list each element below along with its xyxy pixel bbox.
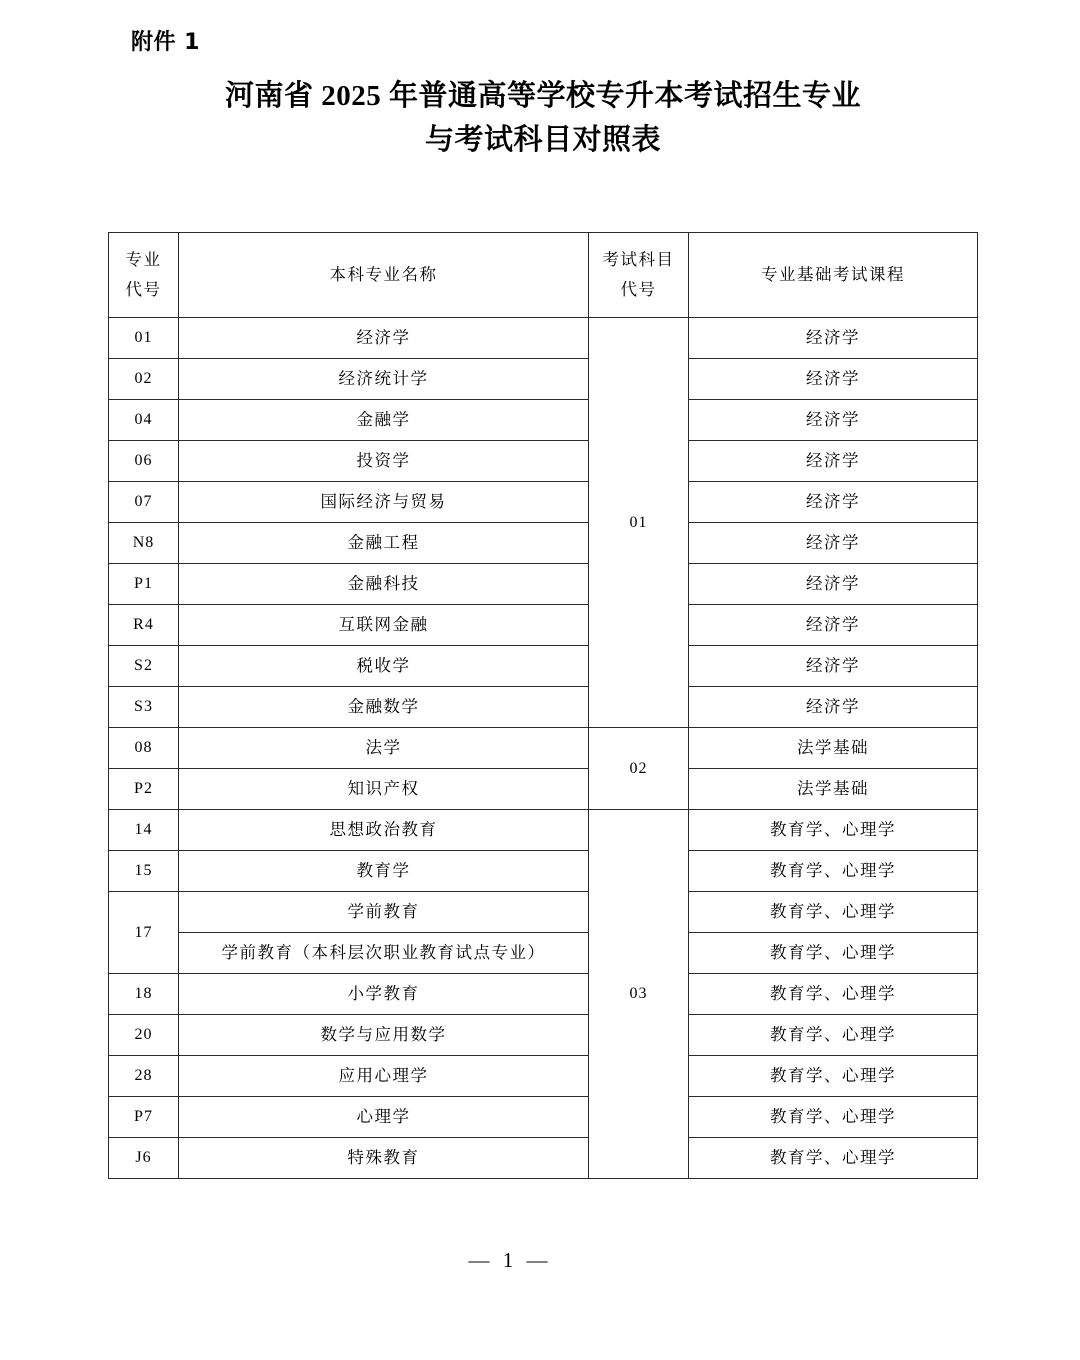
subject-code-text: 01 (629, 513, 648, 531)
cell-course (689, 318, 978, 359)
cell-major-name (179, 769, 589, 810)
cell-major-code (109, 687, 179, 728)
cell-major-code (109, 1097, 179, 1138)
course-text: 教育学、心理学 (770, 983, 896, 1003)
course-text: 经济学 (806, 696, 860, 716)
cell-major-code (109, 441, 179, 482)
cell-major-code (109, 646, 179, 687)
cell-major-name (179, 728, 589, 769)
table-row (109, 810, 978, 851)
cell-course (689, 482, 978, 523)
cell-course (689, 892, 978, 933)
table-row (109, 728, 978, 769)
cell-major-name (179, 318, 589, 359)
course-text: 教育学、心理学 (770, 1024, 896, 1044)
major-code-text: 06 (134, 452, 153, 469)
cell-major-code (109, 318, 179, 359)
major-name-text: 国际经济与贸易 (320, 491, 447, 511)
cell-major-code (109, 974, 179, 1015)
major-name-text: 金融工程 (347, 532, 420, 552)
cell-major-name (179, 810, 589, 851)
cell-major-name (179, 1015, 589, 1056)
cell-major-code (109, 564, 179, 605)
cell-course (689, 769, 978, 810)
cell-course (689, 359, 978, 400)
header-major-code-line-2: 代号 (125, 280, 162, 299)
cell-major-name (179, 974, 589, 1015)
cell-major-code (109, 482, 179, 523)
course-text: 教育学、心理学 (770, 819, 896, 839)
major-code-text: P2 (134, 780, 153, 797)
major-code-text: 18 (134, 985, 153, 1002)
major-code-text: 07 (134, 493, 153, 510)
table-row (109, 400, 978, 441)
major-code-text: J6 (135, 1149, 152, 1166)
table-row (109, 359, 978, 400)
cell-course (689, 523, 978, 564)
major-name-text: 法学 (365, 737, 402, 757)
header-major-name-text: 本科专业名称 (329, 264, 438, 284)
cell-course (689, 400, 978, 441)
cell-major-name (179, 523, 589, 564)
cell-major-code (109, 605, 179, 646)
major-code-text: N8 (132, 534, 155, 551)
major-code-text: R4 (133, 616, 154, 633)
course-text: 经济学 (806, 409, 860, 429)
major-code-text: 14 (134, 821, 153, 838)
cell-course (689, 1097, 978, 1138)
cell-course (689, 1056, 978, 1097)
course-text: 经济学 (806, 614, 860, 634)
cell-major-name (179, 400, 589, 441)
cell-course (689, 1015, 978, 1056)
major-code-text: S3 (134, 698, 153, 715)
cell-major-code (109, 400, 179, 441)
table-row (109, 892, 978, 933)
major-name-text: 知识产权 (347, 778, 420, 798)
table-row (109, 1097, 978, 1138)
cell-course (689, 933, 978, 974)
major-name-text: 经济学 (356, 327, 411, 347)
major-code-text: 01 (134, 329, 153, 346)
cell-major-code (109, 851, 179, 892)
table-row (109, 933, 978, 974)
header-major-code (109, 233, 179, 318)
table-row (109, 318, 978, 359)
course-text: 经济学 (806, 450, 860, 470)
table-header-row (109, 233, 978, 318)
major-name-text: 金融科技 (347, 573, 420, 593)
cell-major-code (109, 1138, 179, 1179)
course-text: 教育学、心理学 (770, 860, 896, 880)
table-row (109, 687, 978, 728)
major-name-text: 学前教育（本科层次职业教育试点专业） (221, 942, 546, 962)
major-name-text: 思想政治教育 (329, 819, 438, 839)
cell-major-name (179, 646, 589, 687)
course-text: 教育学、心理学 (770, 1106, 896, 1126)
header-subject-code-line-1: 考试科目 (602, 250, 675, 269)
cell-major-name (179, 1056, 589, 1097)
subject-code-text: 02 (629, 759, 648, 777)
page-title (0, 74, 1080, 162)
course-text: 经济学 (806, 532, 860, 552)
major-name-text: 教育学 (356, 860, 411, 880)
cell-major-name (179, 1097, 589, 1138)
table-row (109, 605, 978, 646)
cell-major-code (109, 523, 179, 564)
table-row (109, 974, 978, 1015)
cell-major-code (109, 359, 179, 400)
header-course (689, 233, 978, 318)
major-name-text: 投资学 (356, 450, 411, 470)
cell-course (689, 974, 978, 1015)
header-subject-code (589, 233, 689, 318)
cell-course (689, 728, 978, 769)
header-major-code-line-1: 专业 (125, 250, 162, 269)
cell-subject-code-group (589, 318, 689, 728)
course-text: 经济学 (806, 573, 860, 593)
major-code-text: 17 (134, 923, 153, 941)
table-row (109, 769, 978, 810)
course-text: 经济学 (806, 655, 860, 675)
cell-major-name (179, 1138, 589, 1179)
major-name-text: 应用心理学 (338, 1065, 429, 1085)
page-title-line-2: 与考试科目对照表 (424, 124, 661, 156)
header-course-text: 专业基础考试课程 (761, 264, 905, 284)
cell-course (689, 605, 978, 646)
table-row (109, 441, 978, 482)
course-text: 经济学 (806, 368, 860, 388)
cell-major-name (179, 482, 589, 523)
major-code-text: P1 (134, 575, 153, 592)
cell-course (689, 851, 978, 892)
major-name-text: 小学教育 (347, 983, 420, 1003)
cell-course (689, 564, 978, 605)
header-major-name (179, 233, 589, 318)
cell-major-name (179, 441, 589, 482)
table-row (109, 482, 978, 523)
course-text: 经济学 (806, 491, 860, 511)
cell-major-name (179, 892, 589, 933)
major-name-text: 金融数学 (347, 696, 420, 716)
cell-major-name (179, 687, 589, 728)
major-name-text: 特殊教育 (347, 1147, 420, 1167)
cell-major-name (179, 851, 589, 892)
page-title-line-1: 河南省 2025 年普通高等学校专升本考试招生专业 (224, 80, 861, 112)
cell-course (689, 810, 978, 851)
subject-code-text: 03 (629, 985, 648, 1002)
table-row (109, 523, 978, 564)
cell-course (689, 687, 978, 728)
course-text: 法学基础 (797, 778, 869, 798)
cell-course (689, 441, 978, 482)
major-subject-table (108, 232, 978, 1179)
cell-major-name (179, 359, 589, 400)
cell-major-name (179, 564, 589, 605)
course-text: 法学基础 (797, 737, 869, 757)
table-row (109, 851, 978, 892)
major-name-text: 数学与应用数学 (320, 1024, 447, 1044)
major-code-text: 20 (134, 1026, 153, 1043)
course-text: 教育学、心理学 (770, 901, 896, 921)
major-name-text: 金融学 (356, 409, 411, 429)
cell-major-code (109, 1056, 179, 1097)
cell-course (689, 1138, 978, 1179)
course-text: 经济学 (806, 327, 860, 347)
major-subject-table-wrapper (108, 232, 977, 1179)
major-code-text: P7 (134, 1108, 153, 1125)
table-row (109, 1015, 978, 1056)
table-row (109, 1056, 978, 1097)
table-row (109, 1138, 978, 1179)
cell-subject-code-group (589, 728, 689, 810)
table-row (109, 564, 978, 605)
cell-major-code (109, 728, 179, 769)
course-text: 教育学、心理学 (770, 942, 896, 962)
major-name-text: 心理学 (356, 1106, 411, 1126)
major-name-text: 学前教育 (347, 901, 420, 921)
attachment-label: 附件 1 (131, 30, 200, 55)
cell-major-code (109, 810, 179, 851)
major-code-text: 15 (134, 862, 153, 879)
cell-major-name (179, 605, 589, 646)
major-code-text: S2 (134, 657, 153, 674)
cell-course (689, 646, 978, 687)
cell-subject-code-group (589, 810, 689, 1179)
major-code-text: 04 (134, 411, 153, 428)
major-code-text: 08 (134, 739, 153, 756)
header-subject-code-line-2: 代号 (620, 280, 657, 299)
major-name-text: 经济统计学 (338, 368, 429, 388)
table-row (109, 646, 978, 687)
major-code-text: 02 (134, 370, 153, 387)
course-text: 教育学、心理学 (770, 1065, 896, 1085)
cell-major-code (109, 769, 179, 810)
page-number-footer: — 1 — (468, 1248, 552, 1272)
course-text: 教育学、心理学 (770, 1147, 896, 1167)
major-name-text: 税收学 (356, 655, 411, 675)
major-code-text: 28 (134, 1067, 153, 1084)
major-name-text: 互联网金融 (338, 614, 429, 634)
cell-major-code (109, 1015, 179, 1056)
cell-major-name (179, 933, 589, 974)
cell-major-code (109, 892, 179, 974)
